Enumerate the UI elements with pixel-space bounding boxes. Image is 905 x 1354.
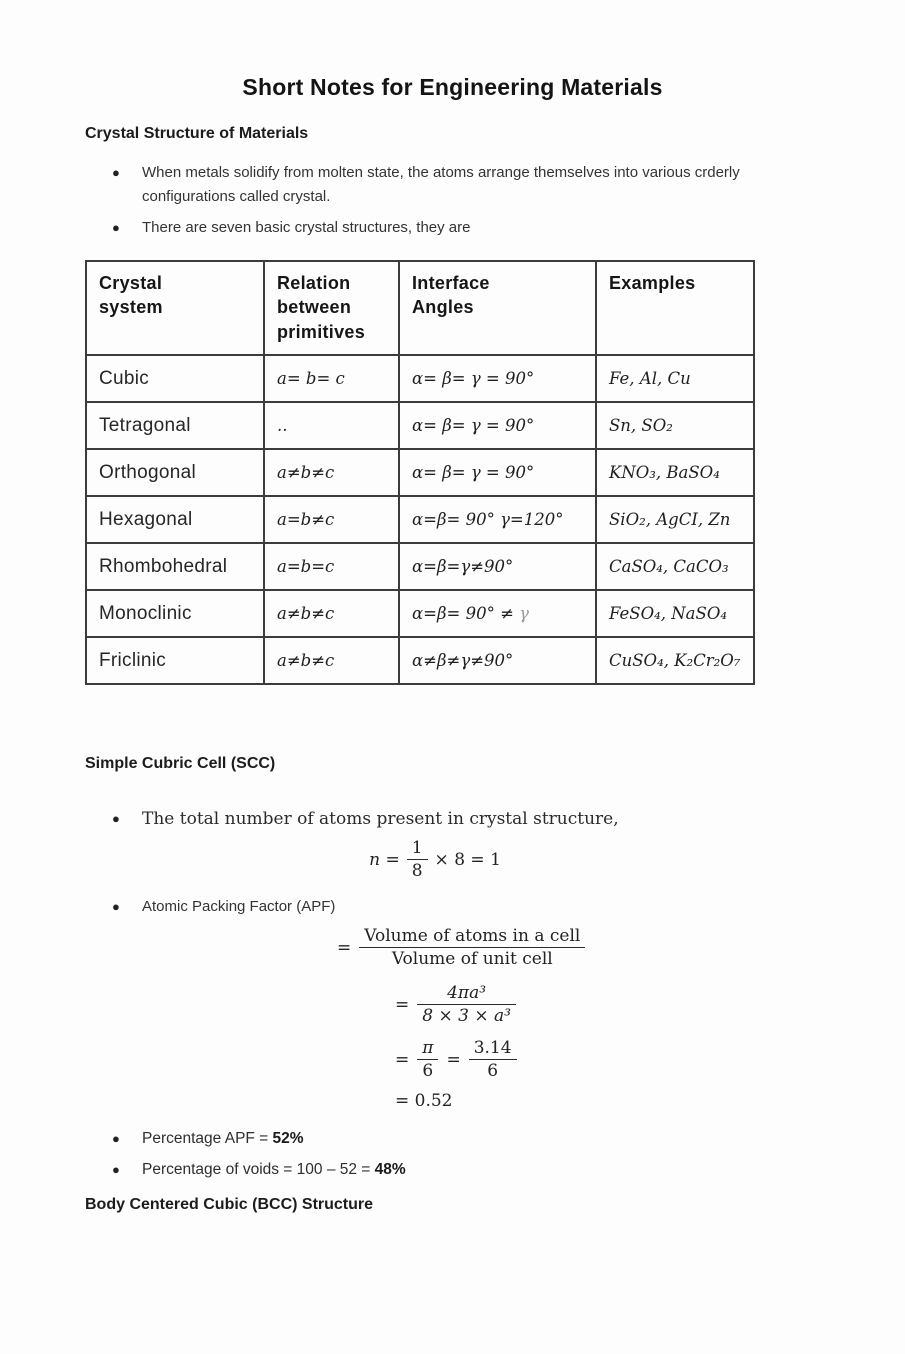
- header-relation: Relation between primitives: [264, 261, 399, 355]
- fraction: $\frac{1}{8}$: [407, 838, 428, 881]
- cell-system: Monoclinic: [86, 590, 264, 637]
- header-examples: Examples: [596, 261, 754, 355]
- table-row: [86, 355, 754, 402]
- cell-angles: α= β= γ = 90°: [399, 402, 596, 449]
- bullet-text: The total number of atoms present in crystal structure,: [142, 809, 619, 829]
- cell-relation: a= b= c: [264, 355, 399, 402]
- heading-scc: Simple Cubric Cell (SCC): [85, 755, 276, 772]
- cell-angles: α= β= γ = 90°: [399, 355, 596, 402]
- page-title: Short Notes for Engineering Materials: [242, 74, 663, 100]
- list-item: [112, 1127, 804, 1151]
- cell-angles: α=β=γ≠90°: [399, 543, 596, 590]
- table-row: [86, 590, 754, 637]
- header-interface-angles: Interface Angles: [399, 261, 596, 355]
- cell-examples: KNO₃, BaSO₄: [596, 449, 754, 496]
- cell-examples: CuSO₄, K₂Cr₂O₇: [596, 637, 754, 684]
- cell-relation: a≠b≠c: [264, 449, 399, 496]
- cell-relation: a=b≠c: [264, 496, 399, 543]
- cell-system: Cubic: [86, 355, 264, 402]
- bold-value: 52%: [272, 1130, 304, 1147]
- faint-gamma: γ: [519, 604, 530, 623]
- formula-lhs: n =: [369, 849, 400, 870]
- cell-relation: a≠b≠c: [264, 637, 399, 684]
- fraction: $\frac{\text{4πa³}}{\text{8 × 3 × a³}}$: [417, 983, 516, 1026]
- bullet-icon: ●: [112, 1162, 120, 1177]
- fraction: $\frac{3.14}{6}$: [469, 1038, 517, 1081]
- cell-system: Friclinic: [86, 637, 264, 684]
- fraction: $\frac{\text{Volume of atoms in a cell}}{\text{Volume of unit cell}}$: [359, 926, 585, 969]
- bullet-text: There are seven basic crystal structures, they are: [142, 219, 471, 236]
- formula-apf-expression: = $\frac{\text{4πa³}}{\text{8 × 3 × a³}}$: [395, 983, 905, 1026]
- fraction: $\frac{\pi}{6}$: [417, 1038, 438, 1081]
- table-row: [86, 543, 754, 590]
- bullet-text: Percentage APF = 52%: [142, 1130, 304, 1147]
- formula-rhs: × 8 = 1: [434, 849, 501, 870]
- heading-crystal-structure: Crystal Structure of Materials: [85, 125, 309, 142]
- cell-angles: α= β= γ = 90°: [399, 449, 596, 496]
- cell-examples: FeSO₄, NaSO₄: [596, 590, 754, 637]
- bold-value: 48%: [374, 1161, 406, 1178]
- list-item: [112, 161, 804, 209]
- apf-bullet-list: [112, 895, 804, 919]
- list-item: [112, 1158, 804, 1182]
- cell-system: Tetragonal: [86, 402, 264, 449]
- bullet-icon: ●: [112, 899, 120, 914]
- cell-system: Rhombohedral: [86, 543, 264, 590]
- cell-examples: CaSO₄, CaCO₃: [596, 543, 754, 590]
- crystal-systems-table: [85, 260, 755, 685]
- header-crystal-system: Crystal system: [86, 261, 264, 355]
- list-item: [112, 216, 804, 240]
- document-page: [0, 74, 905, 1354]
- cell-relation: a≠b≠c: [264, 590, 399, 637]
- cell-relation: ..: [264, 402, 399, 449]
- bullet-text: Atomic Packing Factor (APF): [142, 898, 336, 915]
- table-header-row: [86, 261, 754, 355]
- cell-angles: α≠β≠γ≠90°: [399, 637, 596, 684]
- table-row: [86, 402, 754, 449]
- formula-apf-result: = 0.52: [395, 1091, 453, 1111]
- table-row: [86, 496, 754, 543]
- cell-examples: Fe, Al, Cu: [596, 355, 754, 402]
- bullet-icon: ●: [112, 165, 120, 180]
- formula-apf-volumes: = $\frac{\text{Volume of atoms in a cell}}{\text{Volume of unit cell}}$: [337, 926, 905, 969]
- bullet-text: Percentage of voids = 100 – 52 = 48%: [142, 1161, 406, 1178]
- cell-examples: Sn, SO₂: [596, 402, 754, 449]
- percentage-bullet-list: [112, 1127, 804, 1182]
- formula-apf-pi-over-6: = $\frac{\pi}{6}$ = $\frac{3.14}{6}$: [395, 1038, 905, 1081]
- heading-bcc: Body Centered Cubic (BCC) Structure: [85, 1196, 374, 1213]
- bullet-icon: ●: [112, 1131, 120, 1146]
- cell-angles: α=β= 90° γ=120°: [399, 496, 596, 543]
- cell-relation: a=b=c: [264, 543, 399, 590]
- cell-examples: SiO₂, AgCI, Zn: [596, 496, 754, 543]
- cell-system: Hexagonal: [86, 496, 264, 543]
- table-row: [86, 449, 754, 496]
- list-item: [112, 807, 804, 831]
- cell-angles: α=β= 90° ≠ γ: [399, 590, 596, 637]
- formula-atoms-count: [85, 838, 785, 881]
- scc-bullet-list: [112, 807, 804, 831]
- table-row: [86, 637, 754, 684]
- cell-system: Orthogonal: [86, 449, 264, 496]
- intro-bullet-list: [112, 161, 804, 240]
- list-item: [112, 895, 804, 919]
- bullet-text: When metals solidify from molten state, the atoms arrange themselves into various crderly configurations called crystal.: [142, 164, 740, 205]
- bullet-icon: ●: [112, 811, 120, 826]
- bullet-icon: ●: [112, 220, 120, 235]
